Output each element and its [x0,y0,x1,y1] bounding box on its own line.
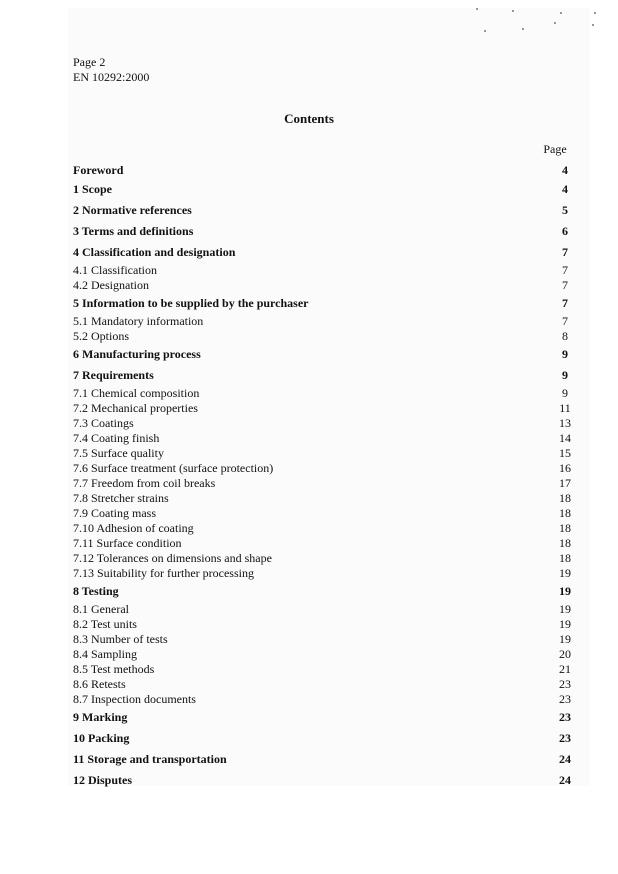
toc-entry-label: 8.2 Test units [73,617,137,631]
contents-title: Contents [284,111,334,126]
toc-entry-page: 4 [562,182,568,196]
toc-entry[interactable] [73,242,590,263]
toc-entry[interactable] [73,506,590,521]
toc-entry-label: 9 Marking [73,710,128,724]
toc-entry[interactable] [73,692,590,707]
toc-entry[interactable] [73,293,590,314]
toc-entry-page: 23 [559,692,571,706]
toc-entry-label: 4 Classification and designation [73,245,236,259]
toc-entry-label: 7.8 Stretcher strains [73,491,169,505]
toc-entry-page: 23 [559,710,571,724]
toc-entry[interactable] [73,476,590,491]
toc-entry-page: 7 [562,245,568,259]
toc-entry-page: 19 [559,632,571,646]
toc-entry-label: 7.13 Suitability for further processing [73,566,254,580]
toc-entry-page: 6 [562,224,568,238]
toc-entry-label: 8.5 Test methods [73,662,155,676]
toc-entry-page: 4 [562,163,568,177]
toc-entry[interactable] [73,278,590,293]
toc-entry[interactable] [73,263,590,278]
toc-entry-label: 7.10 Adhesion of coating [73,521,194,535]
toc-entry[interactable] [73,461,590,476]
toc-entry[interactable] [73,221,590,242]
table-of-contents [73,161,590,791]
toc-entry-page: 14 [559,431,571,445]
toc-entry-label: 3 Terms and definitions [73,224,194,238]
toc-entry-page: 18 [559,491,571,505]
toc-entry-label: 7.3 Coatings [73,416,134,430]
toc-entry[interactable] [73,416,590,431]
toc-entry-page: 16 [559,461,571,475]
toc-entry-label: 8.3 Number of tests [73,632,168,646]
toc-entry-page: 18 [559,536,571,550]
toc-entry-page: 7 [562,314,568,328]
toc-entry-label: 1 Scope [73,182,112,196]
toc-entry-label: 7.9 Coating mass [73,506,156,520]
toc-entry-label: 11 Storage and transportation [73,752,227,766]
toc-entry-page: 9 [562,347,568,361]
toc-entry-label: 8.4 Sampling [73,647,138,661]
toc-entry-label: 7.2 Mechanical properties [73,401,198,415]
toc-entry-label: 7.11 Surface condition [73,536,182,550]
toc-entry-page: 23 [559,677,571,691]
toc-entry[interactable] [73,647,590,662]
toc-entry-page: 19 [559,617,571,631]
toc-entry-page: 8 [562,329,568,343]
toc-entry-page: 21 [559,662,571,676]
toc-entry-label: 5.1 Mandatory information [73,314,204,328]
toc-entry[interactable] [73,386,590,401]
toc-entry[interactable] [73,602,590,617]
toc-entry-label: Foreword [73,163,124,177]
toc-entry[interactable] [73,632,590,647]
scan-specks [470,6,610,46]
toc-entry[interactable] [73,728,590,749]
toc-entry-label: 8.6 Retests [73,677,126,691]
toc-entry-page: 11 [559,401,571,415]
toc-entry-label: 5.2 Options [73,329,130,343]
toc-entry[interactable] [73,677,590,692]
toc-entry-page: 5 [562,203,568,217]
toc-entry[interactable] [73,329,590,344]
toc-entry-page: 23 [559,731,571,745]
toc-entry[interactable] [73,749,590,770]
page-header [73,55,149,85]
toc-entry-page: 17 [559,476,571,490]
toc-entry-page: 18 [559,551,571,565]
page-number-label: Page 2 [73,55,106,69]
toc-entry[interactable] [73,179,590,200]
toc-entry-label: 10 Packing [73,731,130,745]
toc-entry-label: 5 Information to be supplied by the purchaser [73,296,309,310]
toc-entry[interactable] [73,365,590,386]
toc-entry-page: 15 [559,446,571,460]
toc-entry[interactable] [73,431,590,446]
toc-entry-page: 13 [559,416,571,430]
toc-entry-label: 8.7 Inspection documents [73,692,196,706]
toc-entry-page: 7 [562,278,568,292]
toc-entry-page: 19 [559,584,571,598]
toc-entry-label: 4.1 Classification [73,263,157,277]
toc-entry[interactable] [73,446,590,461]
toc-entry-page: 24 [559,752,571,766]
toc-entry[interactable] [73,344,590,365]
toc-entry-label: 12 Disputes [73,773,133,787]
toc-entry-page: 18 [559,506,571,520]
toc-entry[interactable] [73,551,590,566]
toc-entry-page: 7 [562,296,568,310]
toc-entry[interactable] [73,617,590,632]
toc-entry-label: 2 Normative references [73,203,192,217]
toc-entry[interactable] [73,401,590,416]
toc-entry-page: 19 [559,602,571,616]
toc-entry[interactable] [73,770,590,791]
toc-entry[interactable] [73,491,590,506]
toc-entry[interactable] [73,314,590,329]
toc-entry[interactable] [73,161,590,179]
toc-entry-label: 7.12 Tolerances on dimensions and shape [73,551,272,565]
toc-entry-label: 8.1 General [73,602,129,616]
toc-entry[interactable] [73,536,590,551]
toc-entry[interactable] [73,581,590,602]
toc-entry-page: 9 [562,386,568,400]
toc-entry-label: 8 Testing [73,584,119,598]
toc-entry-page: 9 [562,368,568,382]
toc-entry-label: 7.7 Freedom from coil breaks [73,476,216,490]
toc-entry-label: 7.6 Surface treatment (surface protection) [73,461,274,475]
toc-entry[interactable] [73,707,590,728]
toc-entry-page: 20 [559,647,571,661]
toc-entry-page: 18 [559,521,571,535]
toc-entry-page: 7 [562,263,568,277]
page-column-header: Page [543,142,567,156]
toc-entry[interactable] [73,662,590,677]
toc-entry[interactable] [73,200,590,221]
toc-entry-label: 7.5 Surface quality [73,446,164,460]
toc-entry-page: 19 [559,566,571,580]
toc-entry-page: 24 [559,773,571,787]
toc-entry-label: 7.4 Coating finish [73,431,160,445]
toc-entry-label: 7.1 Chemical composition [73,386,200,400]
toc-entry-label: 6 Manufacturing process [73,347,201,361]
standard-id: EN 10292:2000 [73,70,150,84]
toc-entry[interactable] [73,521,590,536]
toc-entry-label: 4.2 Designation [73,278,149,292]
toc-entry[interactable] [73,566,590,581]
toc-entry-label: 7 Requirements [73,368,154,382]
